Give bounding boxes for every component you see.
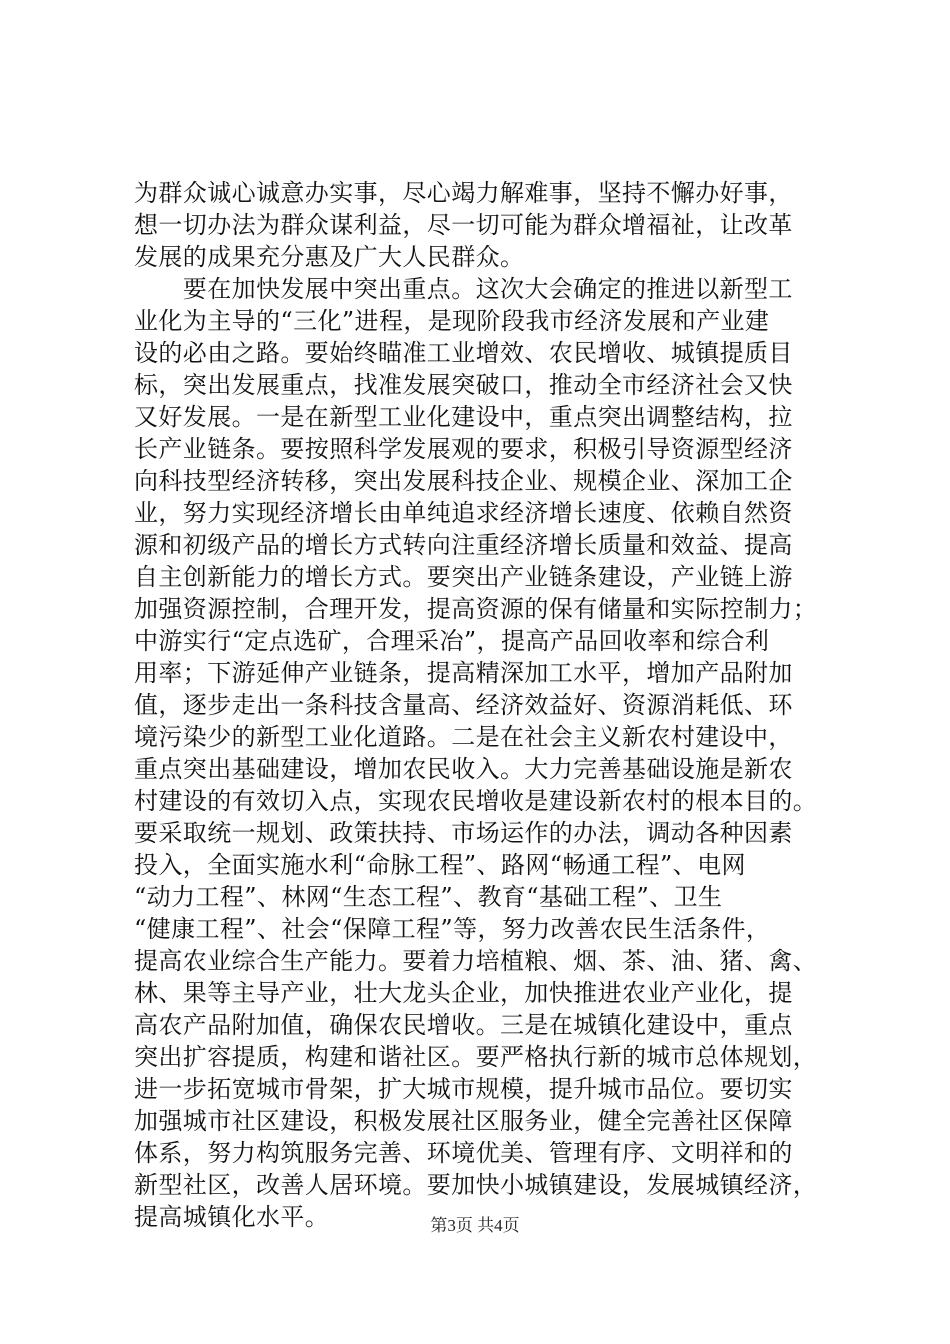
text-line: 值，逐步走出一条科技含量高、经济效益好、资源消耗低、环 bbox=[134, 691, 793, 719]
text-line: 设的必由之路。要始终瞄准工业增效、农民增收、城镇提质目 bbox=[134, 339, 793, 367]
text-line: 源和初级产品的增长方式转向注重经济增长质量和效益、提高 bbox=[134, 531, 793, 559]
text-line: 提高农业综合生产能力。要着力培植粮、烟、茶、油、猪、禽、 bbox=[134, 947, 818, 975]
text-line: 为群众诚心诚意办实事，尽心竭力解难事，坚持不懈办好事， bbox=[134, 179, 793, 207]
text-line: 重点突出基础建设，增加农民收入。大力完善基础设施是新农 bbox=[134, 755, 793, 783]
text-line: 投入，全面实施水利“命脉工程”、路网“畅通工程”、电网 bbox=[134, 851, 746, 879]
text-line: 境污染少的新型工业化道路。二是在社会主义新农村建设中， bbox=[134, 723, 793, 751]
text-line: “健康工程”、社会“保障工程”等，努力改善农民生活条件， bbox=[134, 915, 771, 943]
text-line: 用率；下游延伸产业链条，提高精深加工水平，增加产品附加 bbox=[134, 659, 793, 687]
page-footer: 第3页 共4页 bbox=[430, 1216, 520, 1235]
text-line: 中游实行“定点选矿，合理采冶”，提高产品回收率和综合利 bbox=[134, 627, 770, 655]
text-line: 想一切办法为群众谋利益，尽一切可能为群众增福祉，让改革 bbox=[134, 211, 793, 239]
text-line: 加强城市社区建设，积极发展社区服务业，健全完善社区保障 bbox=[134, 1107, 793, 1135]
text-line: 标，突出发展重点，找准发展突破口，推动全市经济社会又快 bbox=[134, 371, 793, 399]
text-line: 要在加快发展中突出重点。这次大会确定的推进以新型工 bbox=[134, 275, 793, 303]
text-line: 高农产品附加值，确保农民增收。三是在城镇化建设中，重点 bbox=[134, 1011, 793, 1039]
text-line: 村建设的有效切入点，实现农民增收是建设新农村的根本目的。 bbox=[134, 787, 818, 815]
text-line: 要采取统一规划、政策扶持、市场运作的办法，调动各种因素 bbox=[134, 819, 793, 847]
text-line: 新型社区，改善人居环境。要加快小城镇建设，发展城镇经济， bbox=[134, 1171, 818, 1199]
text-line: 又好发展。一是在新型工业化建设中，重点突出调整结构，拉 bbox=[134, 403, 793, 431]
body-text bbox=[134, 177, 824, 1233]
text-line: 向科技型经济转移，突出发展科技企业、规模企业、深加工企 bbox=[134, 467, 793, 495]
text-line: 突出扩容提质，构建和谐社区。要严格执行新的城市总体规划， bbox=[134, 1043, 818, 1071]
text-line: 进一步拓宽城市骨架，扩大城市规模，提升城市品位。要切实 bbox=[134, 1075, 793, 1103]
text-line: 林、果等主导产业，壮大龙头企业，加快推进农业产业化，提 bbox=[134, 979, 793, 1007]
text-line: “动力工程”、林网“生态工程”、教育“基础工程”、卫生 bbox=[134, 883, 723, 911]
text-line: 发展的成果充分惠及广大人民群众。 bbox=[134, 243, 525, 271]
text-line: 自主创新能力的增长方式。要突出产业链条建设，产业链上游 bbox=[134, 563, 793, 591]
text-line: 业，努力实现经济增长由单纯追求经济增长速度、依赖自然资 bbox=[134, 499, 793, 527]
text-line: 业化为主导的“三化”进程，是现阶段我市经济发展和产业建 bbox=[134, 307, 770, 335]
text-line: 加强资源控制，合理开发，提高资源的保有储量和实际控制力； bbox=[134, 595, 818, 623]
text-line: 提高城镇化水平。 bbox=[134, 1203, 330, 1231]
text-line: 体系，努力构筑服务完善、环境优美、管理有序、文明祥和的 bbox=[134, 1139, 793, 1167]
text-line: 长产业链条。要按照科学发展观的要求，积极引导资源型经济 bbox=[134, 435, 793, 463]
